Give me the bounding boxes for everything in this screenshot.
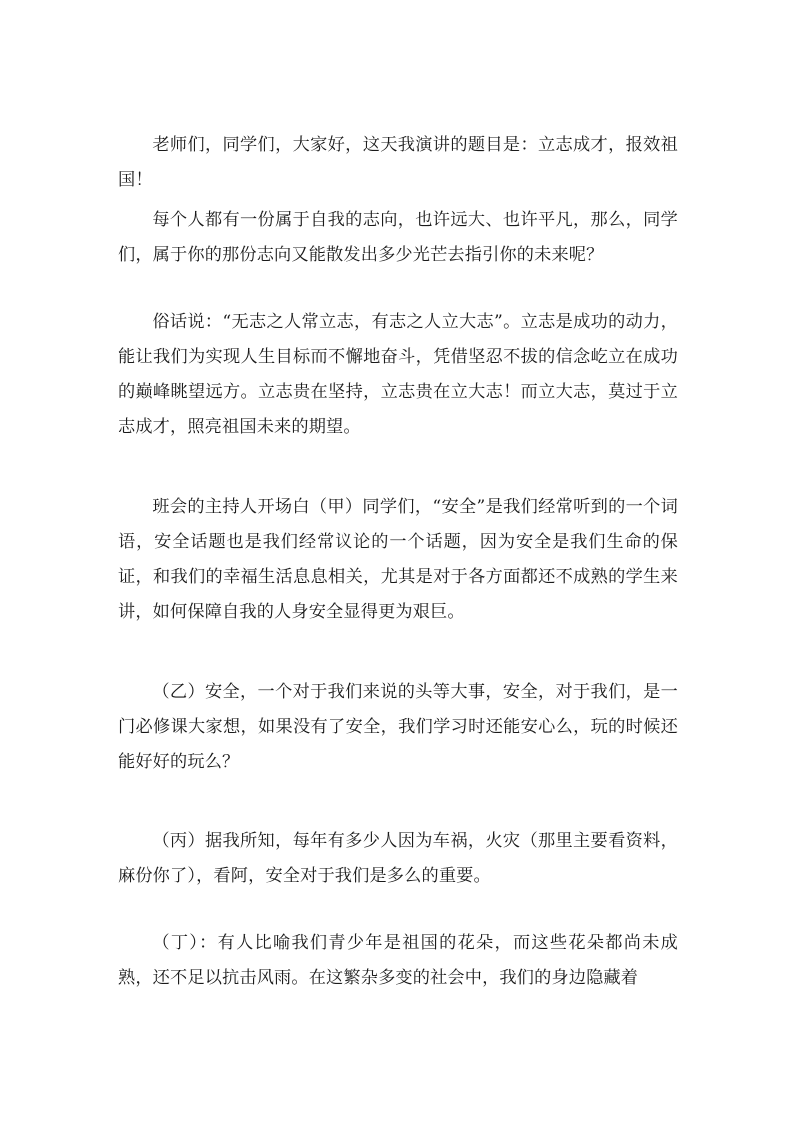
paragraph-ding: （丁）：有人比喻我们青少年是祖国的花朵，而这些花朵都尚未成熟，还不足以抗击风雨。在这繁杂多变的社会中，我们的身边隐藏着 [118, 933, 678, 988]
paragraph-aspiration: 每个人都有一份属于自我的志向，也许远大、也许平凡，那么，同学们，属于你的那份志向又能散发出多少光芒去指引你的未来呢？ [118, 210, 678, 265]
paragraph-speech-title: 老师们，同学们，大家好，这天我演讲的题目是：立志成才，报效祖国！ [118, 135, 678, 190]
paragraph-yi: （乙）安全，一个对于我们来说的头等大事，安全，对于我们，是一门必修课大家想，如果没有了安全，我们学习时还能安心么，玩的时候还能好好的玩么？ [118, 682, 678, 772]
paragraph-host-opening: 班会的主持人开场白（甲）同学们，“安全”是我们经常听到的一个词语，安全话题也是我们经常议论的一个话题，因为安全是我们生命的保证，和我们的幸福生活息息相关，尤其是对于各方面都还不成熟的学生来讲，如何保障自我的人身安全显得更为艰巨。 [118, 497, 678, 622]
paragraph-proverb: 俗话说：“无志之人常立志，有志之人立大志”。立志是成功的动力，能让我们为实现人生目标而不懈地奋斗，凭借坚忍不拔的信念屹立在成功的巅峰眺望远方。立志贵在坚持，立志贵在立大志！而立大志，莫过于立志成才，照亮祖国未来的期望。 [118, 312, 678, 437]
paragraph-bing: （丙）据我所知，每年有多少人因为车祸，火灾（那里主要看资料，麻份你了），看阿，安全对于我们是多么的重要。 [118, 831, 678, 886]
